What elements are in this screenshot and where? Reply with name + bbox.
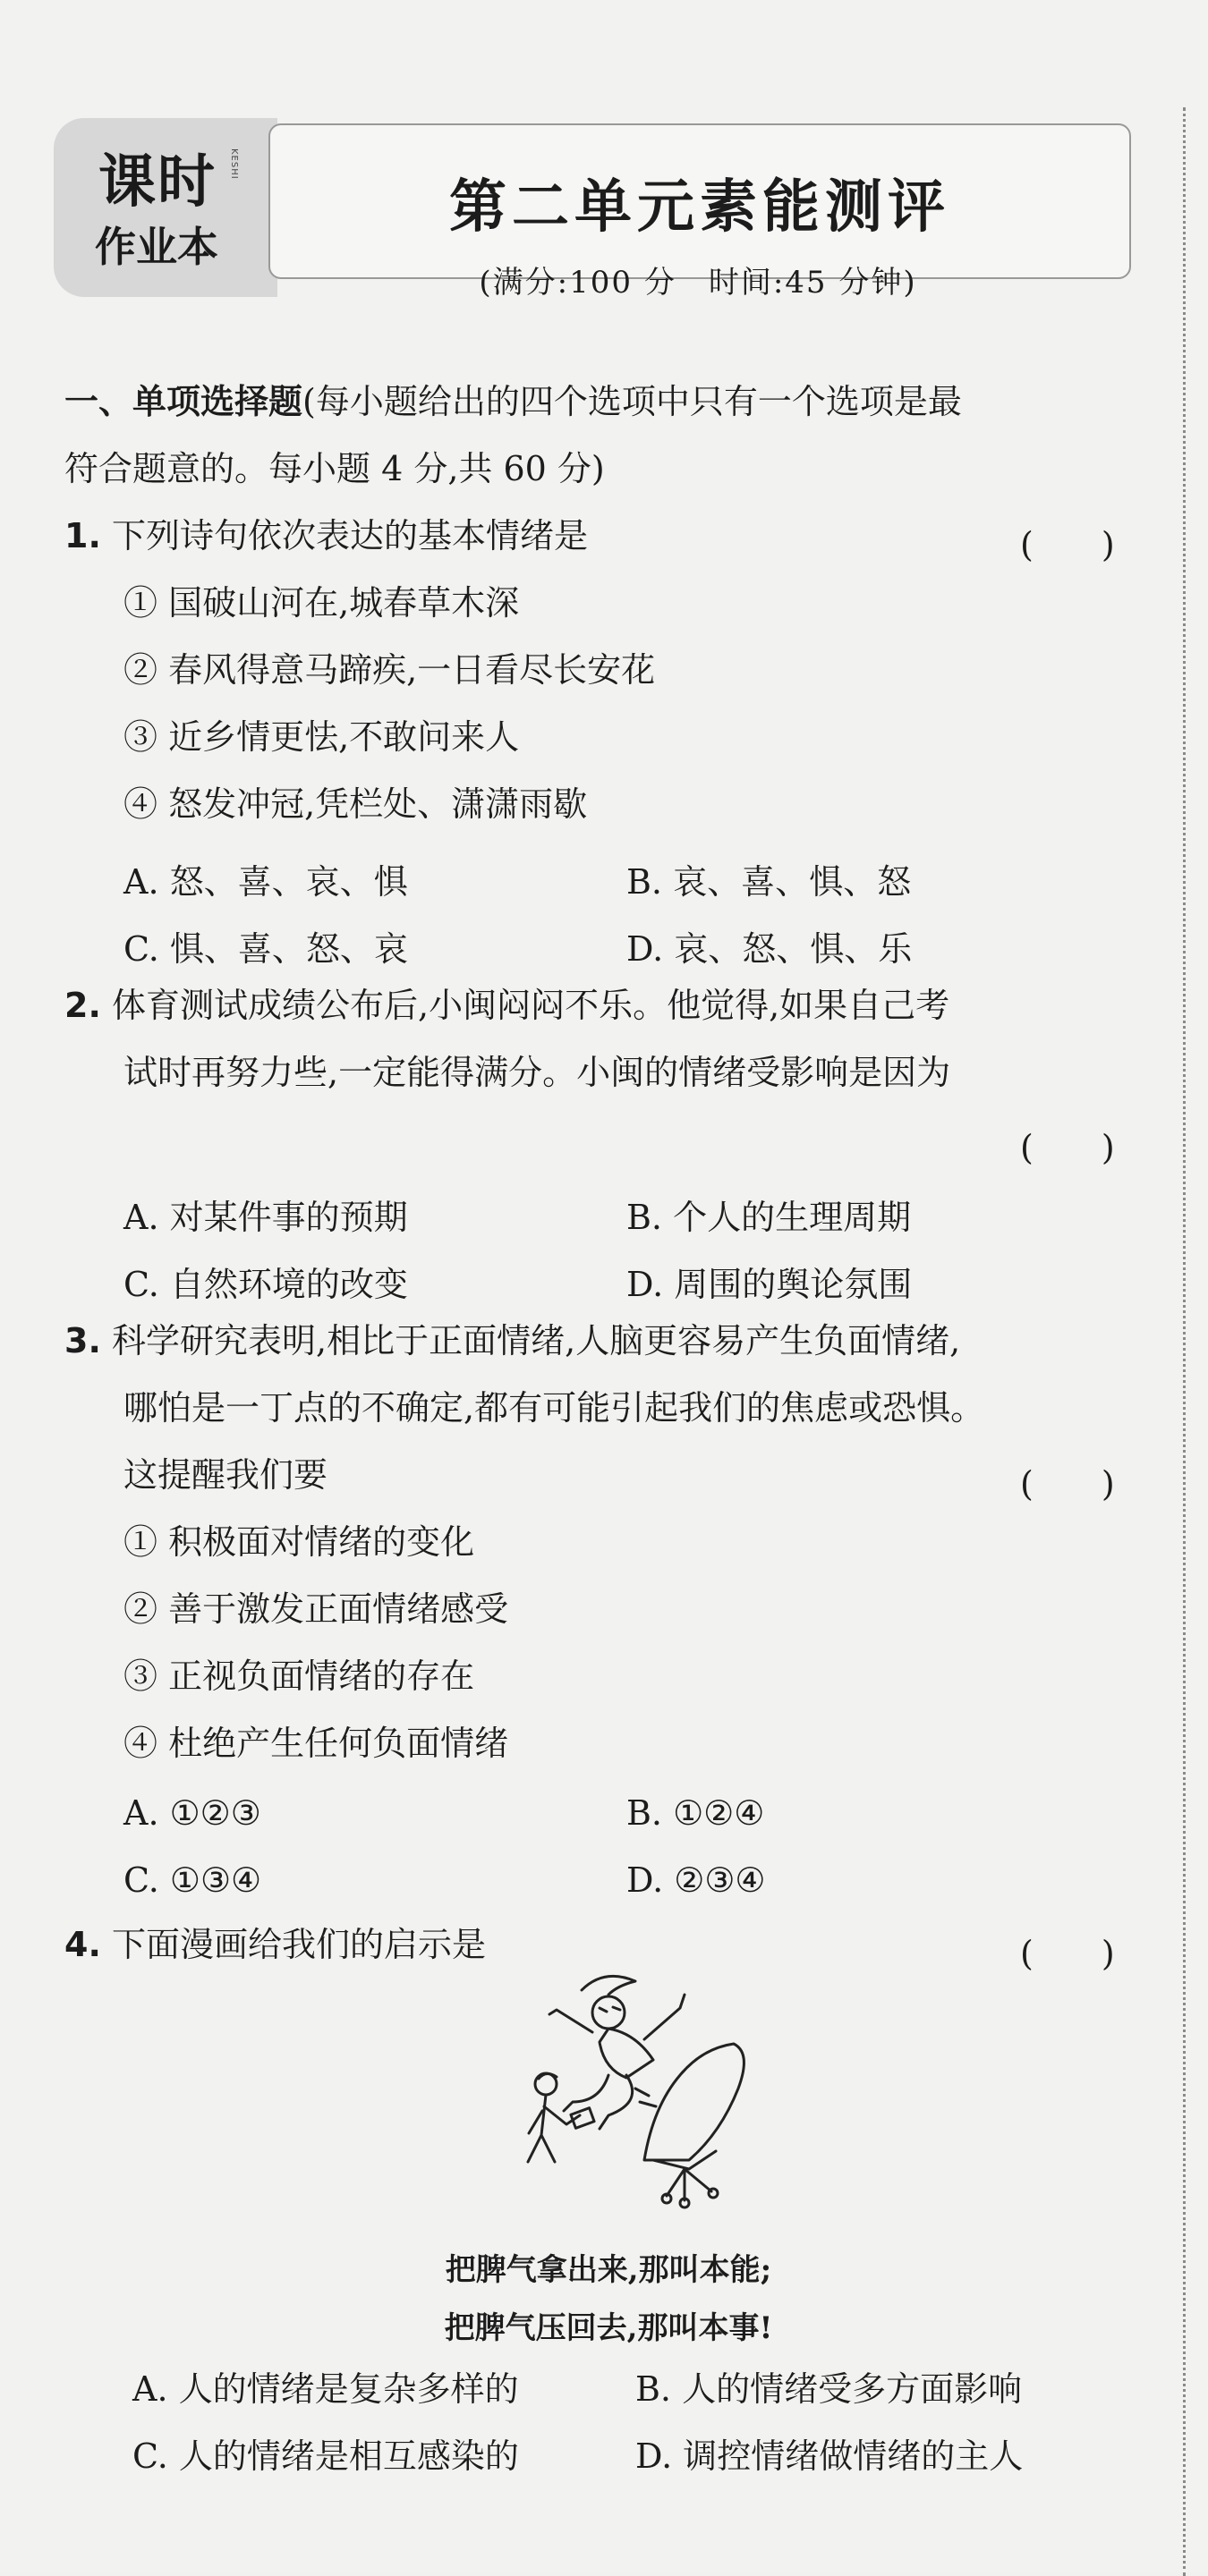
answer-blank[interactable]: ( ) [1020, 525, 1115, 564]
option-a[interactable]: A. ①②③ [123, 1793, 261, 1833]
option-c[interactable]: C. 自然环境的改变 [123, 1265, 408, 1304]
option-a[interactable]: A. 人的情绪是复杂多样的 [132, 2369, 519, 2409]
section-instruction-cont: 符合题意的。每小题 4 分,共 60 分) [64, 449, 605, 488]
list-item: ② 春风得意马蹄疾,一日看尽长安花 [123, 650, 656, 690]
section-instruction: (每小题给出的四个选项中只有一个选项是最 [302, 382, 962, 421]
list-item: ④ 怒发冲冠,凭栏处、潇潇雨歇 [123, 784, 588, 824]
section-heading: 一、单项选择题 [64, 382, 303, 421]
question-1-stem [64, 516, 588, 555]
option-d[interactable]: D. 调控情绪做情绪的主人 [635, 2436, 1024, 2476]
question-text: 体育测试成绩公布后,小闽闷闷不乐。他觉得,如果自己考 [111, 986, 950, 1025]
option-c[interactable]: C. ①③④ [123, 1860, 262, 1900]
page-title: 第二单元素能测评 [449, 174, 950, 241]
answer-blank[interactable]: ( ) [1020, 1128, 1115, 1167]
title-frame [268, 123, 1131, 279]
option-c[interactable]: C. 惧、喜、怒、哀 [123, 929, 408, 969]
option-b[interactable]: B. 人的情绪受多方面影响 [635, 2369, 1023, 2409]
question-number: 4. [64, 1925, 101, 1964]
option-c[interactable]: C. 人的情绪是相互感染的 [132, 2436, 519, 2476]
question-number: 2. [64, 986, 101, 1025]
book-logo [54, 118, 277, 297]
list-item: ② 善于激发正面情绪感受 [123, 1589, 509, 1629]
question-number: 1. [64, 516, 101, 555]
list-item: ① 国破山河在,城春草木深 [123, 583, 520, 623]
option-a[interactable]: A. 怒、喜、哀、惧 [123, 862, 408, 902]
list-item: ④ 杜绝产生任何负面情绪 [123, 1724, 509, 1763]
option-b[interactable]: B. 哀、喜、惧、怒 [626, 862, 912, 902]
list-item: ③ 近乡情更怯,不敢问来人 [123, 717, 520, 757]
option-d[interactable]: D. ②③④ [626, 1860, 766, 1900]
question-2-stem [64, 986, 950, 1025]
answer-blank[interactable]: ( ) [1020, 1934, 1115, 1973]
option-d[interactable]: D. 周围的舆论氛围 [626, 1265, 913, 1304]
logo-pinyin: KESHI [229, 148, 239, 180]
question-text: 下列诗句依次表达的基本情绪是 [111, 516, 588, 555]
question-4-stem [64, 1925, 486, 1964]
question-text: 下面漫画给我们的启示是 [111, 1925, 486, 1964]
section-heading-line [64, 382, 962, 421]
cartoon-caption-2: 把脾气压回去,那叫本事! [444, 2310, 773, 2346]
cartoon-caption-1: 把脾气拿出来,那叫本能; [445, 2252, 772, 2288]
question-text-cont: 试时再努力些,一定能得满分。小闽的情绪受影响是因为 [123, 1053, 951, 1092]
logo-text-top: 课时 [98, 149, 217, 216]
question-3-stem [64, 1321, 961, 1360]
list-item: ① 积极面对情绪的变化 [123, 1522, 475, 1562]
list-item: ③ 正视负面情绪的存在 [123, 1657, 475, 1696]
binding-dotted-line [1183, 107, 1186, 2576]
question-number: 3. [64, 1321, 101, 1360]
logo-text-bottom: 作业本 [95, 223, 218, 271]
option-b[interactable]: B. ①②④ [626, 1793, 765, 1833]
option-b[interactable]: B. 个人的生理周期 [626, 1198, 912, 1237]
score-time-info: (满分:100 分 时间:45 分钟) [479, 265, 917, 301]
question-text: 科学研究表明,相比于正面情绪,人脑更容易产生负面情绪, [111, 1321, 961, 1360]
answer-blank[interactable]: ( ) [1020, 1464, 1115, 1504]
option-d[interactable]: D. 哀、怒、惧、乐 [626, 929, 913, 969]
question-text-cont: 这提醒我们要 [123, 1455, 328, 1495]
option-a[interactable]: A. 对某件事的预期 [123, 1198, 408, 1237]
question-text-cont: 哪怕是一丁点的不确定,都有可能引起我们的焦虑或恐惧。 [123, 1388, 985, 1428]
cartoon-illustration [483, 1968, 841, 2236]
